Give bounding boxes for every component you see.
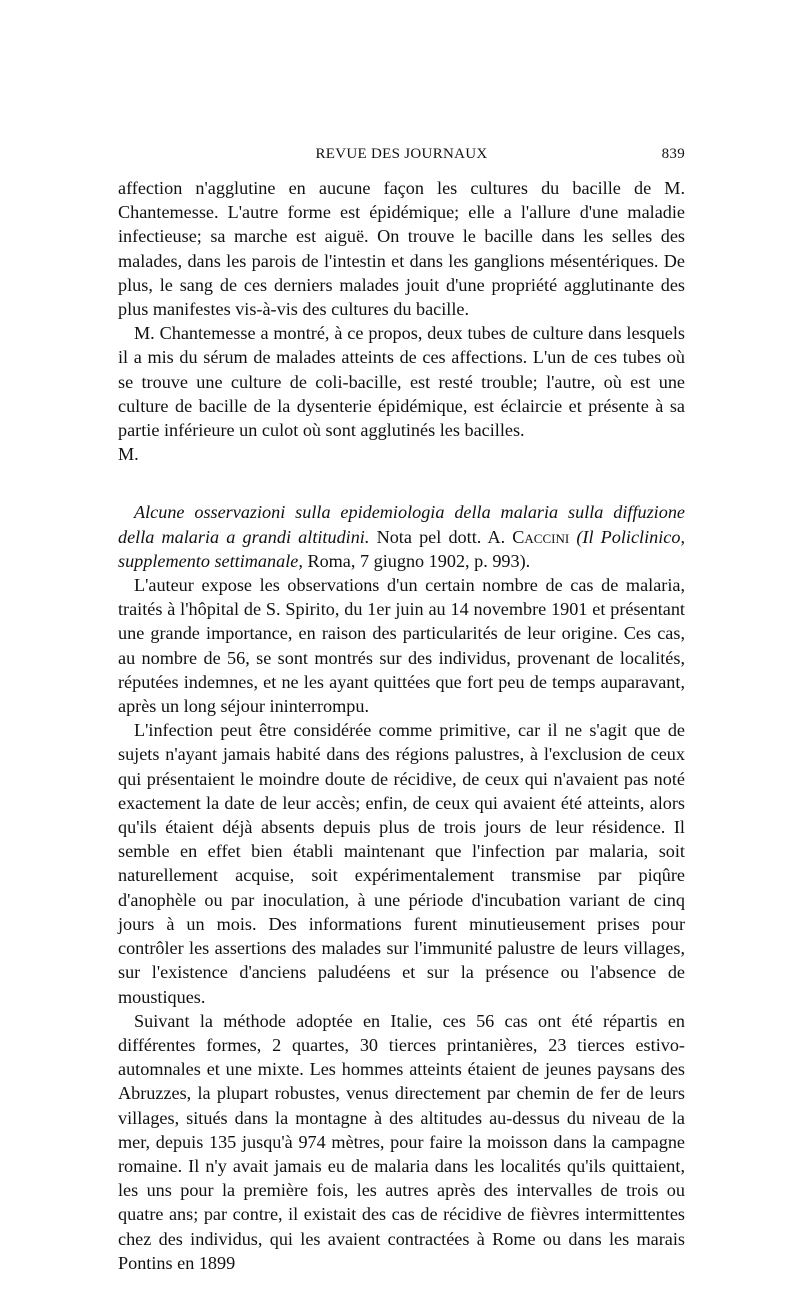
article2-paragraph2: L'infection peut être considérée comme primitive, car il ne s'agit que de sujets n'ayant jamais habité dans des régions palustres, à l'exclusion de ceux qui présentaient le moindre doute de récidive, de ceux qui n'avaient pas noté exactement la date de leur accès; enfin, de ceux qui avaient été atteints, alors qu'ils étaient déjà absents depuis plus de trois jours de leur résidence. Il semble en effet bien établi maintenant que l'infection par malaria, soit naturellement acquise, soit expérimentalement transmise par piqûre d'anophèle ou par inoculation, à une période d'incubation variant de cinq jours à un mois. Des informations furent minutieusement prises pour contrôler les assertions des malades sur l'immunité palustre de leurs villages, sur l'existence d'anciens paludéens et sur la présence ou l'absence de moustiques. [118, 720, 685, 1007]
article2-author: Caccini [512, 526, 570, 547]
section-gap [118, 466, 685, 500]
article2-journal: (Il Policlinico, supplemento settimanale, [118, 526, 686, 571]
article1-paragraph1: affection n'agglutine en aucune façon les cultures du bacille de M. Chantemesse. L'autre forme est épidémique; elle a l'allure d'une maladie infectieuse; sa marche est aiguë. On trouve le bacille dans les selles des malades, dans les parois de l'intestin et dans les ganglions mésentériques. De plus, le sang de ces derniers malades jouit d'une propriété agglutinante des plus manifestes vis-à-vis des cultures du bacille. [118, 178, 685, 320]
article1-paragraph2: M. Chantemesse a montré, à ce propos, deux tubes de culture dans lesquels il a mis du sérum de malades atteints de ces affections. L'un de ces tubes où se trouve une culture de coli-bacille, est resté trouble; l'autre, où est une culture de bacille de la dysenterie épidémique, est éclaircie et présente à sa partie inférieure un culot où sont agglutinés les bacilles. [118, 323, 685, 441]
article2-heading [118, 500, 685, 573]
page-body [118, 176, 685, 1275]
page-number: 839 [661, 146, 685, 162]
article2-note-by: Nota pel dott. A. [376, 526, 506, 547]
article1-signature: M. [118, 444, 139, 465]
running-title: REVUE DES JOURNAUX [315, 146, 488, 162]
article2-paragraph3: Suivant la méthode adoptée en Italie, ces 56 cas ont été répartis en différentes formes, 2 quartes, 30 tierces printanières, 23 tierces estivo-automnales et une mixte. Les hommes atteints étaient de jeunes paysans des Abruzzes, la plupart robustes, venus directement par chemin de fer de leurs villages, situés dans la montagne à des altitudes au-dessus du niveau de la mer, depuis 135 jusqu'à 974 mètres, pour faire la moisson dans la campagne romaine. Il n'y avait jamais eu de malaria dans les localités qu'ils quittaient, les uns pour la première fois, les autres après des intervalles de trois ou quatre ans; par contre, il existait des cas de récidive de fièvres intermittentes chez des individus, qui les avaient contractées à Rome ou dans les marais Pontins en 1899 [118, 1010, 685, 1273]
page-header [118, 146, 685, 168]
article2-title: Alcune osservazioni sulla epidemiologia della malaria sulla diffuzione della malaria a grandi altitudini. [118, 502, 685, 547]
article2-source-details: Roma, 7 giugno 1902, p. 993). [307, 550, 531, 571]
article2-paragraph1: L'auteur expose les observations d'un certain nombre de cas de malaria, traités à l'hôpital de S. Spirito, du 1er juin au 14 novembre 1901 et présentant une grande importance, en raison des particularités de leur origine. Ces cas, au nombre de 56, se sont montrés sur des individus, provenant de localités, réputées indemnes, et ne les ayant quittées que fort peu de temps auparavant, après un long séjour ininterrompu. [118, 575, 685, 717]
